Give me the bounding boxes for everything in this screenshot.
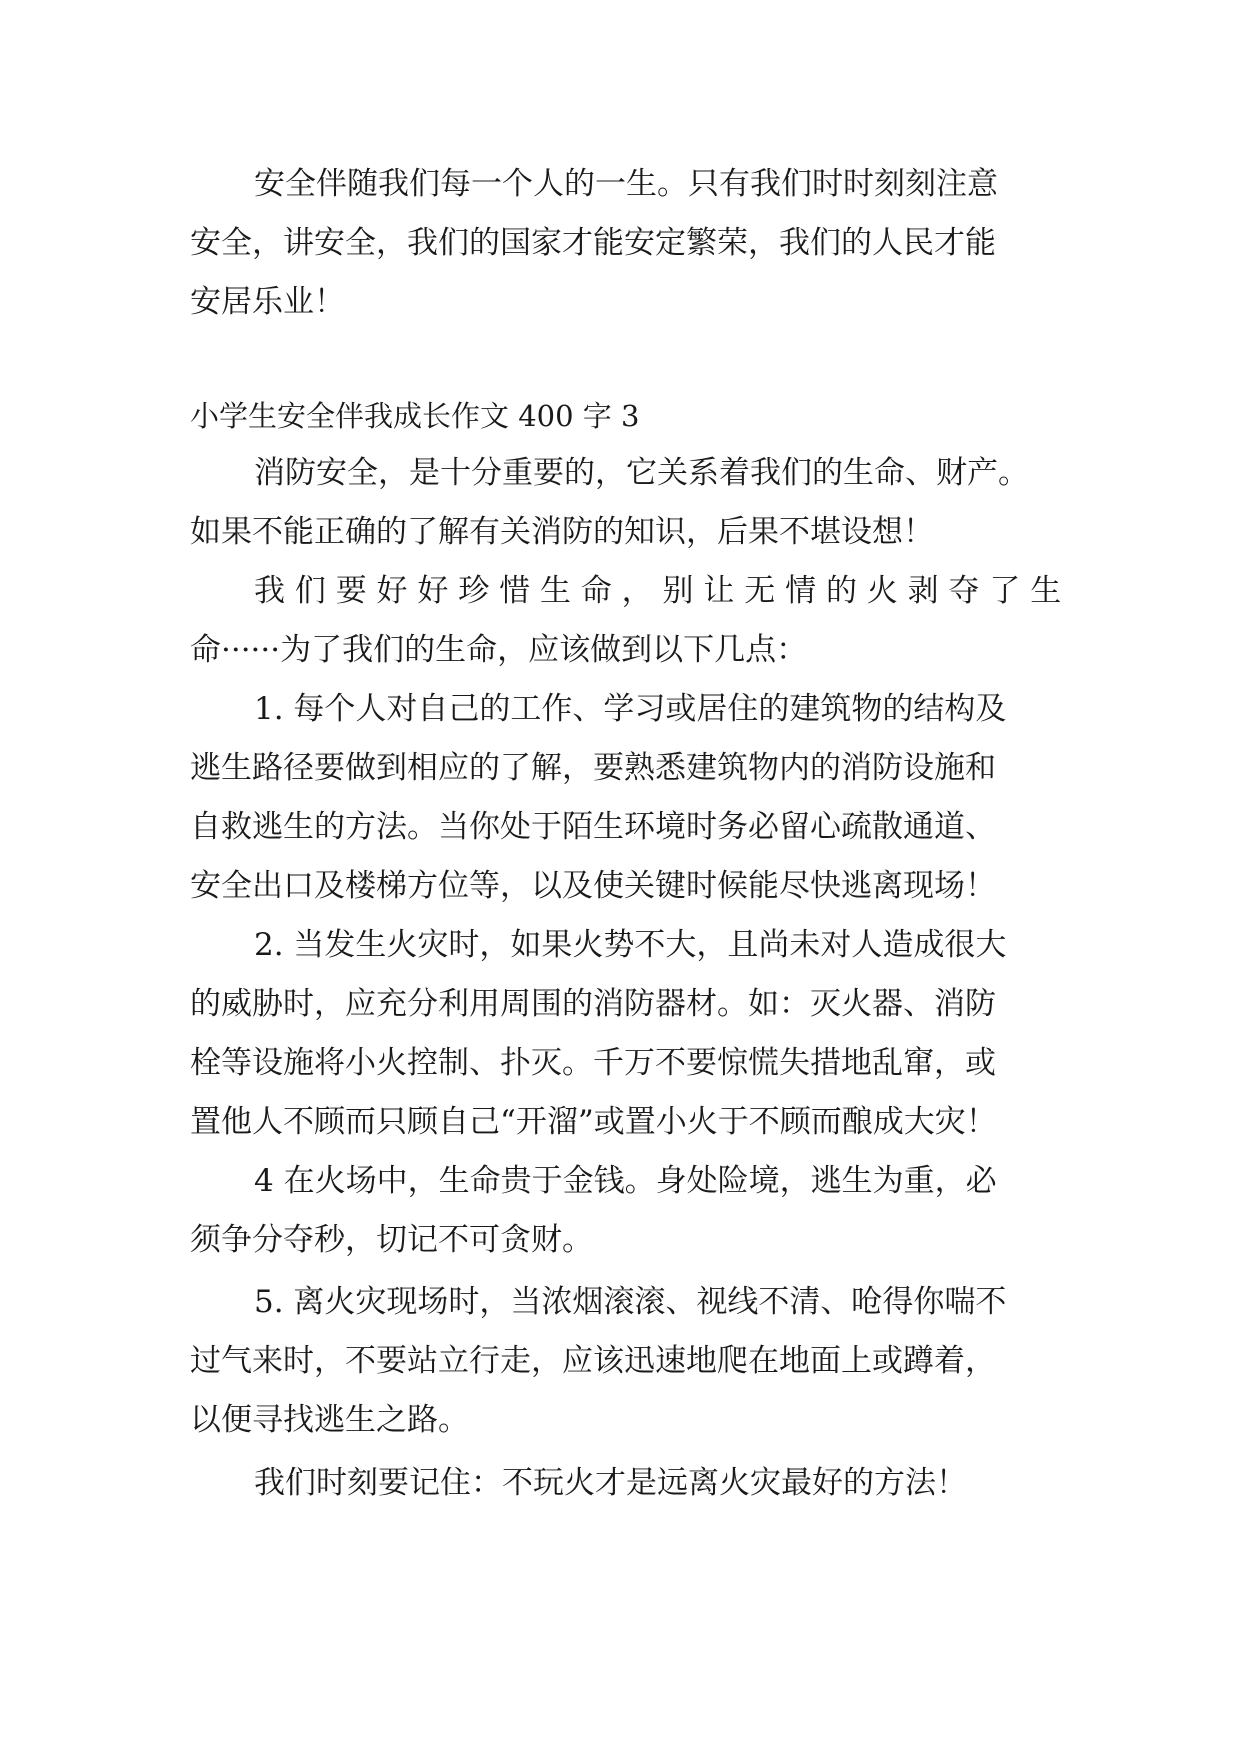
list-item-line: 1. 每个人对自己的工作、学习或居住的建筑物的结构及 [254,691,1007,727]
list-item-line: 逃生路径要做到相应的了解，要熟悉建筑物内的消防设施和 [190,750,996,786]
list-item-line: 须争分夺秒，切记不可贪财。 [190,1222,593,1258]
paragraph-line: 安全伴随我们每一个人的一生。只有我们时时刻刻注意 [254,166,998,202]
list-item-line: 的威胁时，应充分利用周围的消防器材。如：灭火器、消防 [190,986,996,1022]
list-item-line: 置他人不顾而只顾自己“开溜”或置小火于不顾而酿成大灾！ [190,1104,997,1140]
list-item-line: 安全出口及楼梯方位等，以及使关键时候能尽快逃离现场！ [190,868,996,904]
list-item-line: 自救逃生的方法。当你处于陌生环境时务必留心疏散通道、 [190,809,996,845]
paragraph-line: 命······为了我们的生命，应该做到以下几点： [190,632,808,668]
list-item-line: 4 在火场中，生命贵于金钱。身处险境，逃生为重，必 [254,1163,997,1199]
list-item-line: 5. 离火灾现场时，当浓烟滚滚、视线不清、呛得你喘不 [254,1284,1007,1320]
paragraph-line: 消防安全，是十分重要的，它关系着我们的生命、财产。 [254,455,1029,491]
paragraph-line: 安全，讲安全，我们的国家才能安定繁荣，我们的人民才能 [190,225,996,261]
paragraph-line: 如果不能正确的了解有关消防的知识，后果不堪设想！ [190,514,934,550]
list-item-line: 栓等设施将小火控制、扑灭。千万不要惊慌失措地乱窜，或 [190,1045,996,1081]
paragraph-line: 安居乐业！ [190,284,345,320]
list-item-line: 以便寻找逃生之路。 [190,1402,469,1438]
list-item-line: 过气来时，不要站立行走，应该迅速地爬在地面上或蹲着， [190,1343,996,1379]
paragraph-line: 我 们 要 好 好 珍 惜 生 命 ， 别 让 无 情 的 火 剥 夺 了 生 [254,573,1062,609]
section-title: 小学生安全伴我成长作文 400 字 3 [190,399,640,433]
closing-line: 我们时刻要记住：不玩火才是远离火灾最好的方法！ [254,1465,967,1501]
list-item-line: 2. 当发生火灾时，如果火势不大，且尚未对人造成很大 [254,927,1007,963]
